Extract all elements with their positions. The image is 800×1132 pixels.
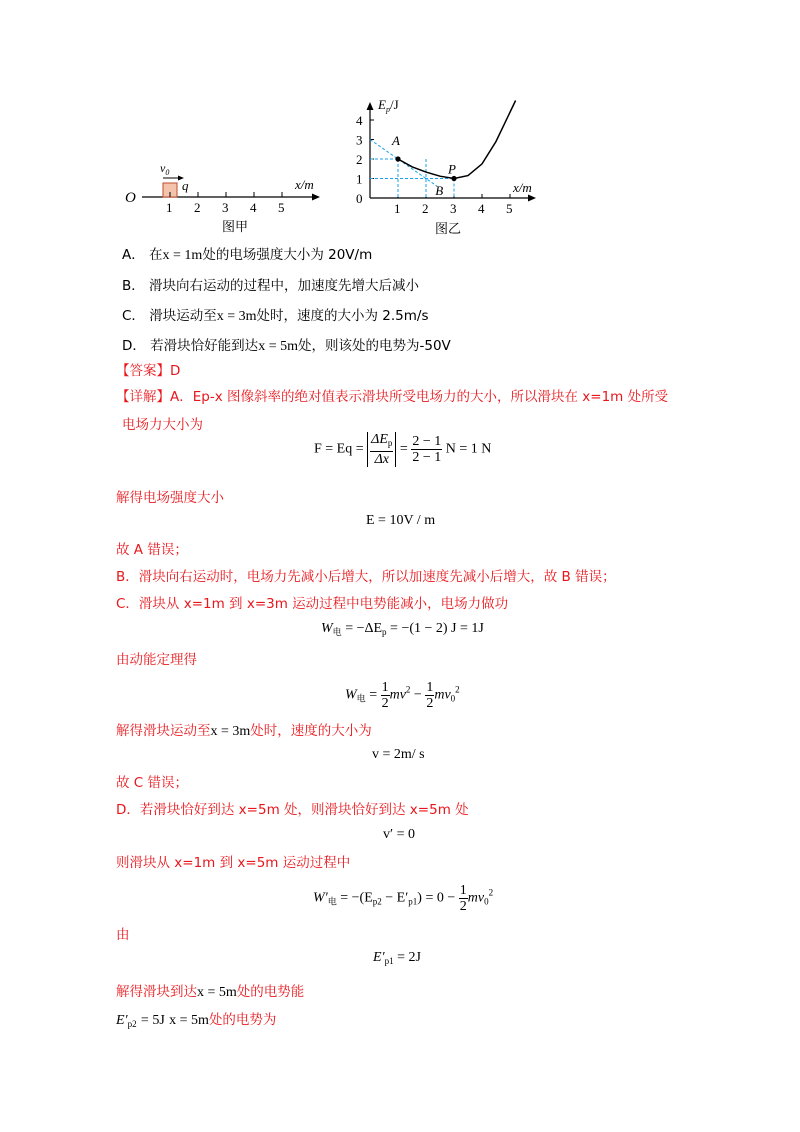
y-axis-label: $E_p/J$: [378, 97, 399, 114]
tick-label: 3: [222, 200, 229, 215]
y-tick-label: 2: [356, 152, 363, 167]
x-axis-label: x/m: [513, 180, 532, 195]
explain-line: 电场力大小为: [122, 417, 203, 433]
figure-b-caption: 图乙: [435, 222, 462, 237]
x-tick-label: 5: [506, 201, 513, 216]
point-p: [451, 176, 456, 181]
tick-label: 4: [250, 200, 257, 215]
point-b-label: B: [435, 183, 444, 198]
equation-velocity: v = 2m/ s: [372, 747, 425, 762]
explain-line: $E'_{p2} = 5J$ x = 5m处的电势为: [116, 1012, 277, 1029]
y-tick-label: 4: [356, 113, 363, 128]
equation-force: F = Eq = $\frac{\Delta E_p}{\Delta x}$ = $\frac{2 - 1}{2 - 1}$ N = 1 N: [314, 432, 492, 467]
explain-line: 【详解】A．Ep-x 图像斜率的绝对值表示滑块所受电场力的大小，所以滑块在 x=1m 处所受: [116, 389, 669, 405]
option-c: C． 滑块运动至x = 3m处时，速度的大小为 2.5m/s: [122, 308, 429, 324]
figure-a: [120, 160, 330, 240]
equation-field: E = 10V / m: [366, 513, 436, 528]
explain-line: 解得电场强度大小: [116, 490, 224, 506]
tick-label: 5: [278, 200, 285, 215]
explain-line: C．滑块从 x=1m 到 x=3m 运动过程中电势能减小，电场力做功: [116, 596, 509, 612]
equation-work-1: $W_电 = -\Delta E_p = -(1 - 2) J = 1J$: [321, 621, 484, 637]
figure-b: [345, 95, 550, 240]
explain-line: 则滑块从 x=1m 到 x=5m 运动过程中: [116, 855, 351, 871]
explain-line: 故 C 错误；: [116, 775, 189, 791]
option-a: A． 在x = 1m处的电场强度大小为 20V/m: [122, 247, 373, 263]
x-tick-label: 3: [450, 201, 457, 216]
explain-line: 由动能定理得: [116, 652, 197, 668]
x-axis-arrow: [312, 194, 320, 201]
tick-label: 1: [166, 200, 173, 215]
x-tick-label: 4: [478, 201, 485, 216]
explain-line: 故 A 错误；: [116, 542, 188, 558]
y-tick-label: 0: [356, 191, 363, 206]
point-p-label: P: [448, 161, 456, 177]
explain-line: 由: [116, 927, 130, 943]
potential-energy-curve: [398, 101, 516, 179]
option-d: D． 若滑块恰好能到达x = 5m处，则该处的电势为-50V: [122, 338, 451, 354]
tick-label: 2: [194, 200, 201, 215]
answer: 【答案】D: [116, 363, 181, 379]
charge-label: q: [182, 178, 189, 193]
axis-label: x/m: [295, 177, 314, 192]
point-a-label: A: [392, 133, 400, 148]
option-b: B． 滑块向右运动的过程中，加速度先增大后减小: [122, 278, 420, 294]
y-tick-label: 1: [356, 171, 363, 187]
point-a: [395, 156, 400, 161]
explain-line: D．若滑块恰好到达 x=5m 处，则滑块恰好到达 x=5m 处: [116, 802, 469, 818]
x-tick-label: 2: [422, 201, 429, 216]
axis-ticks: [356, 113, 513, 216]
equation-work-2: $W_电$ = $\frac{1}{2}$ $mv^2$ − $\frac{1}{2}$ $mv_0^2$: [345, 680, 460, 711]
y-tick-label: 3: [356, 132, 363, 148]
explain-line: 解得滑块运动至x = 3m处时，速度的大小为: [116, 723, 372, 739]
figure-a-caption: 图甲: [222, 220, 249, 235]
equation-velocity-2: v′ = 0: [383, 827, 415, 842]
explain-line: 解得滑块到达x = 5m处的电势能: [116, 984, 305, 1000]
origin-label: O: [125, 190, 136, 206]
equation-work-3: $W'_电 = -(E_{p2} - E'_{p1}) = 0$ − $\frac{1}{2}$ $mv_0^2$: [313, 883, 494, 914]
velocity-label: $v_0$: [160, 161, 170, 177]
x-tick-label: 1: [394, 201, 401, 216]
explain-line: B．滑块向右运动时，电场力先减小后增大，所以加速度先减小后增大，故 B 错误；: [116, 569, 616, 585]
equation-ep1: $E'_{p1} = 2J$: [373, 950, 421, 966]
